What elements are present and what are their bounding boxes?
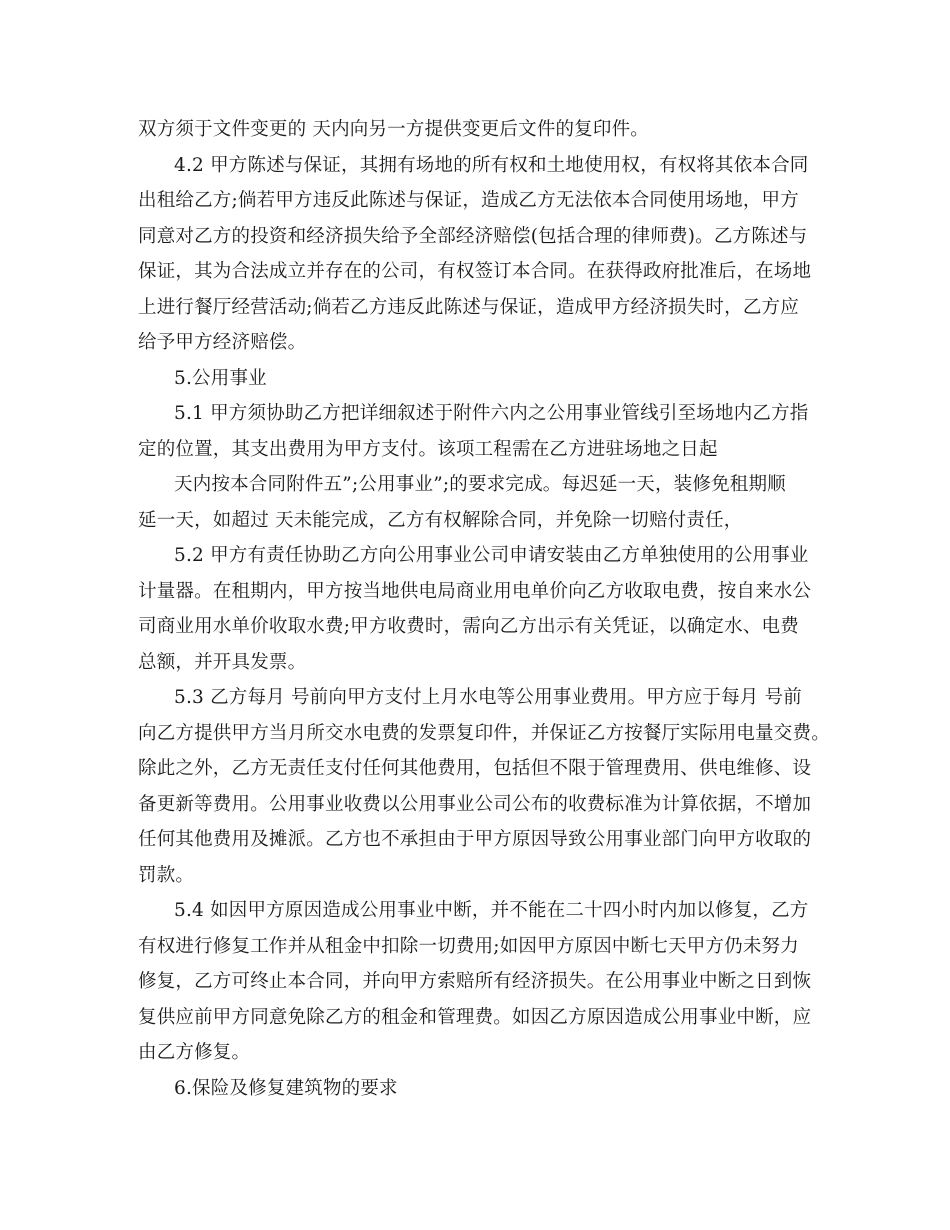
text-line: 双方须于文件变更的 天内向另一方提供变更后文件的复印件。 [138,119,649,140]
text-line: 延一天，如超过 天未能完成，乙方有权解除合同，并免除一切赔付责任， [138,509,743,531]
text-line: 修复，乙方可终止本合同，并向甲方索赔所有经济损失。在公用事业中断之日到恢 [138,971,812,992]
text-line: 总额，并开具发票。 [138,651,307,673]
text-line: 保证，其为合法成立并存在的公司，有权签订本合同。在获得政府批准后，在场地 [138,261,812,282]
text-line: 5.3 乙方每月 号前向甲方支付上月水电等公用事业费用。甲方应于每月 号前 [174,687,802,708]
text-line: 司商业用水单价收取水费;甲方收费时，需向乙方出示有关凭证，以确定水、电费 [138,616,799,637]
text-line: 备更新等费用。公用事业收费以公用事业公司公布的收费标准为计算依据，不增加 [138,793,812,815]
text-line: 6.保险及修复建筑物的要求 [174,1077,398,1099]
text-line: 向乙方提供甲方当月所交水电费的发票复印件，并保证乙方按餐厅实际用电量交费。 [138,722,830,744]
text-line: 除此之外，乙方无责任支付任何其他费用，包括但不限于管理费用、供电维修、设 [138,758,812,779]
text-line: 上进行餐厅经营活动;倘若乙方违反此陈述与保证，造成甲方经济损失时，乙方应 [138,296,799,318]
text-line: 任何其他费用及摊派。乙方也不承担由于甲方原因导致公用事业部门向甲方收取的 [138,829,812,850]
text-line: 同意对乙方的投资和经济损失给予全部经济赔偿(包括合理的律师费)。乙方陈述与 [138,225,808,247]
document-body [138,112,828,1106]
text-line: 由乙方修复。 [138,1042,251,1063]
text-line: 有权进行修复工作并从租金中扣除一切费用;如因甲方原因中断七天甲方仍未努力 [138,935,799,957]
text-line: 出租给乙方;倘若甲方违反此陈述与保证，造成乙方无法依本合同使用场地，甲方 [138,190,799,211]
text-line: 给予甲方经济赔偿。 [138,332,307,353]
text-line: 5.1 甲方须协助乙方把详细叙述于附件六内之公用事业管线引至场地内乙方指 [174,403,809,424]
text-line: 计量器。在租期内，甲方按当地供电局商业用电单价向乙方收取电费，按自来水公 [138,580,812,602]
text-line: 5.4 如因甲方原因造成公用事业中断，并不能在二十四小时内加以修复，乙方 [174,900,809,921]
text-line: 5.2 甲方有责任协助乙方向公用事业公司申请安装由乙方单独使用的公用事业 [174,545,809,566]
text-line: 4.2 甲方陈述与保证，其拥有场地的所有权和土地使用权，有权将其依本合同 [174,154,809,176]
text-line: 天内按本合同附件五”;公用事业”;的要求完成。每迟延一天，装修免租期顺 [174,474,786,495]
text-line: 定的位置，其支出费用为甲方支付。该项工程需在乙方进驻场地之日起 [138,438,718,460]
text-line: 5.公用事业 [174,367,267,389]
text-line: 罚款。 [138,864,195,886]
text-line: 复供应前甲方同意免除乙方的租金和管理费。如因乙方原因造成公用事业中断，应 [138,1006,812,1028]
